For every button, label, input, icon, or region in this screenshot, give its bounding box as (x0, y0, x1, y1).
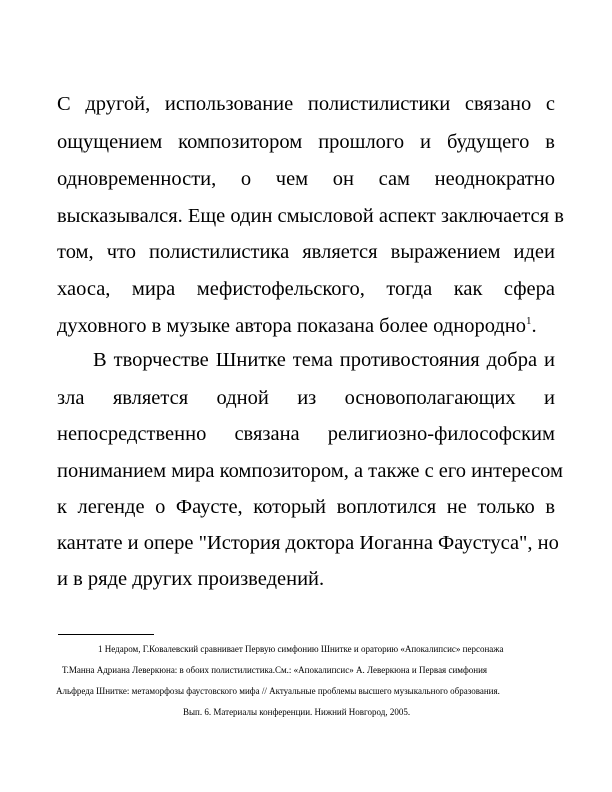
text-line-last (57, 314, 555, 338)
text-line: одновременности, о чем он сам неоднократно (57, 168, 555, 190)
text-line: кантате и опере "История доктора Иоганна Фаустуса", но (57, 532, 559, 554)
text-line: В творчестве Шнитке тема противостояния добра и (93, 349, 555, 371)
footnote-line: 1 Недаром, Г.Ковалевский сравнивает Первую симфонию Шнитке и ораторию «Апокалипсис» персонажа (98, 644, 504, 654)
text-line: С другой, использование полистилистики связано с (57, 93, 555, 115)
text-line: пониманием мира композитором, а также с его интересом (57, 460, 563, 482)
sentence-period: . (531, 315, 537, 337)
text-line: высказывался. Еще один смысловой аспект заключается в (57, 205, 564, 227)
text-line: ощущением композитором прошлого и будущего в (57, 131, 555, 153)
text-line: том, что полистилистика является выражением идеи (57, 241, 555, 263)
footnote-line: Вып. 6. Материалы конференции. Нижний Новгород, 2005. (183, 707, 411, 717)
text-line-content: духовного в музыке автора показана более однородно (57, 315, 527, 337)
text-line: хаоса, мира мефистофельского, тогда как сфера (57, 278, 555, 300)
text-line: к легенде о Фаусте, который воплотился не только в (57, 496, 555, 518)
text-line: зла является одной из основополагающих и (57, 387, 555, 409)
footnote-line: Т.Манна Адриана Леверкюна: в обоих полистилистика.См.: «Апокалипсис» А. Леверкюна и Первая симфония (62, 665, 488, 675)
footnote-separator (58, 634, 154, 635)
text-line: и в ряде других произведений. (57, 568, 325, 590)
footnote-reference: 1 (526, 315, 532, 328)
footnote-line: Альфреда Шнитке: метаморфозы фаустовского мифа // Актуальные проблемы высшего музыкального образования. (56, 686, 500, 696)
text-line: непосредственно связана религиозно-философским (57, 423, 555, 445)
